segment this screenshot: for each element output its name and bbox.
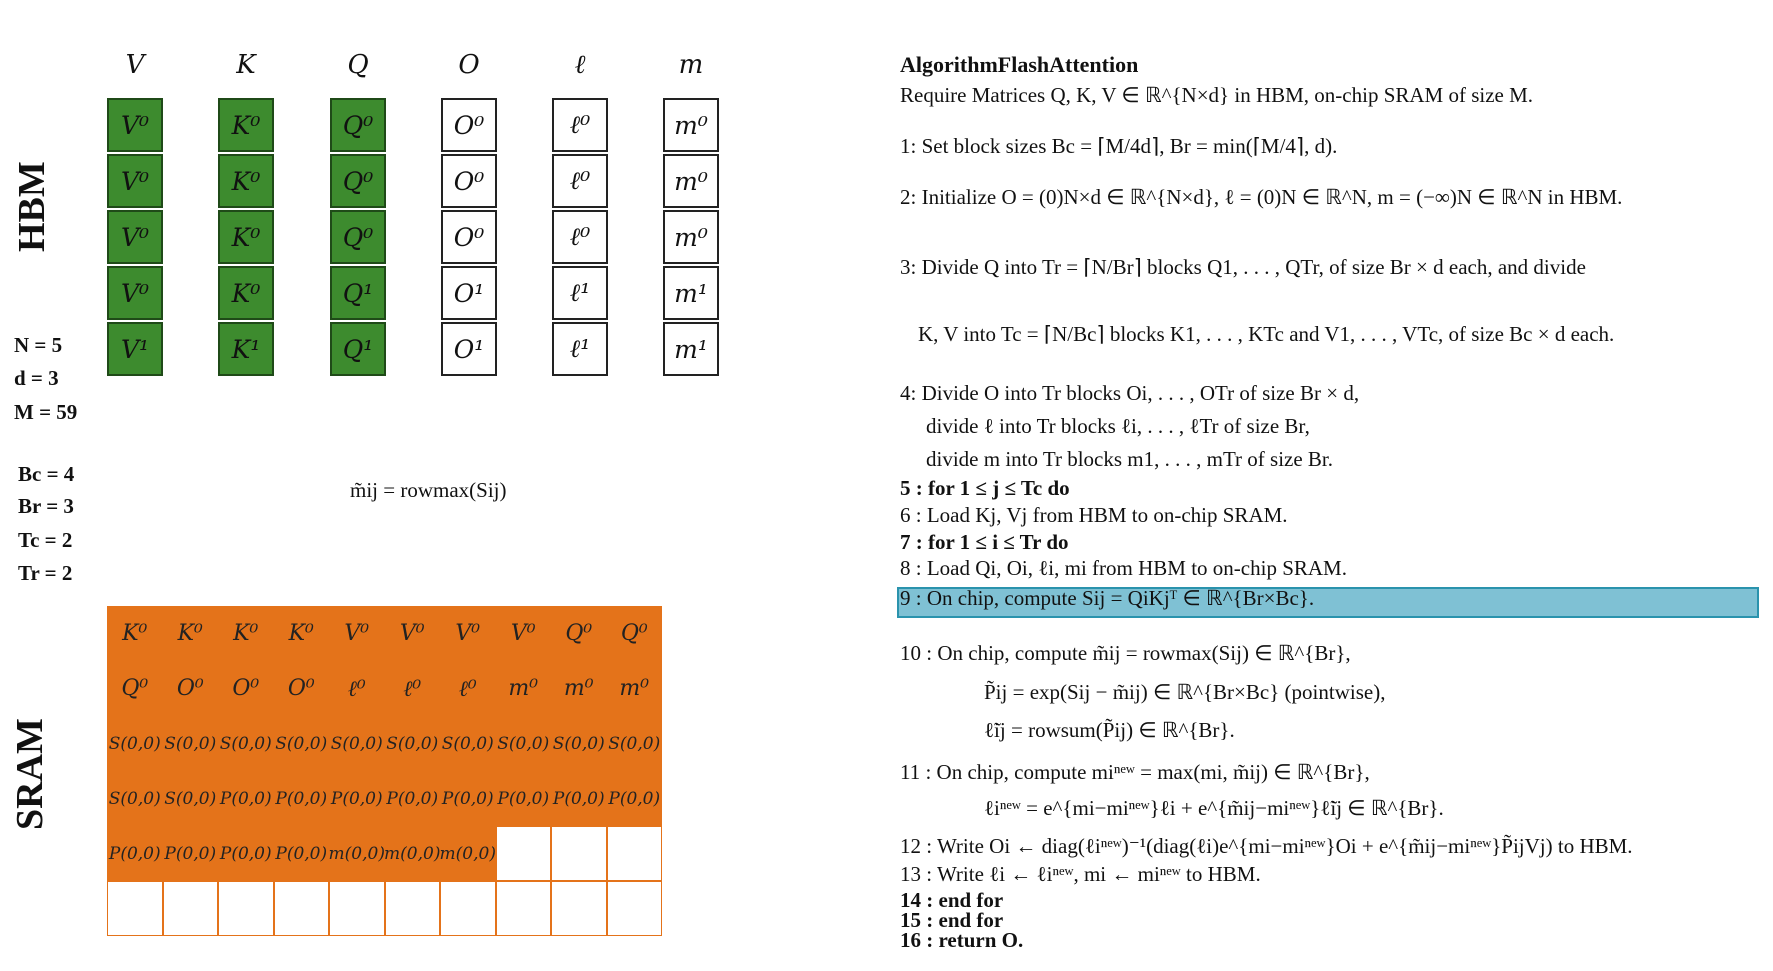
hbm-cell: K⁰: [218, 210, 274, 264]
hbm-cell: O⁰: [441, 98, 497, 152]
sram-empty-cell: [218, 881, 274, 936]
sram-empty-cell: [440, 881, 496, 936]
column-header-3: O: [458, 50, 480, 80]
sram-cell: m⁰: [551, 661, 607, 716]
column-header-4: ℓ: [574, 50, 586, 80]
hbm-cell: Q¹: [330, 322, 386, 376]
hbm-cell: V⁰: [107, 98, 163, 152]
sram-cell: P(0,0): [218, 826, 274, 881]
hbm-column-0: [107, 98, 163, 378]
hbm-column-5: [663, 98, 719, 378]
sram-cell: S(0,0): [607, 716, 663, 771]
sram-cell: P(0,0): [440, 771, 496, 826]
hbm-cell: Q⁰: [330, 98, 386, 152]
sram-cell: S(0,0): [163, 716, 219, 771]
hbm-cell: ℓ¹: [552, 266, 608, 320]
rowmax-annotation: m̃ij = rowmax(Sij): [350, 478, 507, 502]
hbm-label: HBM: [11, 161, 53, 252]
algorithm-line: 10 : On chip, compute m̃ij = rowmax(Sij) ∈ ℝ^{Br},: [900, 641, 1351, 665]
sram-cell: m(0,0): [385, 826, 441, 881]
hbm-cell: ℓ⁰: [552, 154, 608, 208]
sram-cell: K⁰: [163, 606, 219, 661]
sram-cell: m(0,0): [440, 826, 496, 881]
hbm-cell: Q⁰: [330, 210, 386, 264]
sram-cell: V⁰: [385, 606, 441, 661]
algorithm-line: 6 : Load Kj, Vj from HBM to on-chip SRAM.: [900, 503, 1288, 527]
algorithm-line: 5 : for 1 ≤ j ≤ Tc do: [900, 476, 1070, 500]
sram-empty-cell: [607, 826, 663, 881]
algorithm-line: 14 : end for: [900, 888, 1004, 912]
param-n: N = 5: [14, 333, 63, 357]
sram-cell: V⁰: [329, 606, 385, 661]
hbm-cell: ℓ⁰: [552, 210, 608, 264]
column-header-2: Q: [347, 50, 369, 80]
hbm-cell: V¹: [107, 322, 163, 376]
hbm-cell: O⁰: [441, 210, 497, 264]
sram-cell: Q⁰: [607, 606, 663, 661]
algorithm-line: K, V into Tc = ⌈N/Bc⌉ blocks K1, . . . , KTc and V1, . . . , VTc, of size Bc × d each.: [918, 322, 1615, 346]
sram-cell: P(0,0): [163, 826, 219, 881]
sram-cell: S(0,0): [551, 716, 607, 771]
sram-cell: K⁰: [218, 606, 274, 661]
hbm-cell: m¹: [663, 322, 719, 376]
sram-empty-cell: [274, 881, 330, 936]
hbm-column-4: [552, 98, 608, 378]
hbm-cell: O⁰: [441, 154, 497, 208]
algorithm-line: 16 : return O.: [900, 928, 1024, 952]
sram-cell: m⁰: [607, 661, 663, 716]
sram-cell: P(0,0): [496, 771, 552, 826]
hbm-cell: m¹: [663, 266, 719, 320]
sram-cell: P(0,0): [274, 826, 330, 881]
algorithm-line: 15 : end for: [900, 908, 1004, 932]
algorithm-require: Require Matrices Q, K, V ∈ ℝ^{N×d} in HBM, on-chip SRAM of size M.: [900, 83, 1534, 107]
sram-cell: S(0,0): [274, 716, 330, 771]
algorithm-line: P̃ij = exp(Sij − m̃ij) ∈ ℝ^{Br×Bc} (pointwise),: [984, 680, 1386, 704]
sram-cell: O⁰: [163, 661, 219, 716]
sram-cell: Q⁰: [107, 661, 163, 716]
param-br: Br = 3: [18, 494, 74, 518]
hbm-cell: m⁰: [663, 98, 719, 152]
sram-cell: O⁰: [274, 661, 330, 716]
sram-cell: P(0,0): [107, 826, 163, 881]
algorithm-line: 2: Initialize O = (0)N×d ∈ ℝ^{N×d}, ℓ = (0)N ∈ ℝ^N, m = (−∞)N ∈ ℝ^N in HBM.: [900, 185, 1623, 209]
sram-cell: P(0,0): [385, 771, 441, 826]
sram-empty-cell: [496, 881, 552, 936]
param-tc: Tc = 2: [18, 528, 73, 552]
sram-cell: m(0,0): [329, 826, 385, 881]
sram-empty-cell: [107, 881, 163, 936]
sram-cell: K⁰: [107, 606, 163, 661]
sram-label: SRAM: [9, 718, 51, 830]
algorithm-line: 7 : for 1 ≤ i ≤ Tr do: [900, 530, 1069, 554]
sram-cell: P(0,0): [218, 771, 274, 826]
algorithm-title: AlgorithmFlashAttention: [900, 52, 1139, 77]
hbm-cell: V⁰: [107, 210, 163, 264]
sram-cell: S(0,0): [329, 716, 385, 771]
hbm-cell: m⁰: [663, 154, 719, 208]
sram-empty-cell: [329, 881, 385, 936]
sram-cell: S(0,0): [107, 716, 163, 771]
hbm-cell: O¹: [441, 266, 497, 320]
sram-cell: ℓ⁰: [440, 661, 496, 716]
sram-cell: K⁰: [274, 606, 330, 661]
sram-grid: [107, 606, 662, 936]
sram-cell: ℓ⁰: [329, 661, 385, 716]
algorithm-line: ℓiⁿᵉʷ = e^{mi−miⁿᵉʷ}ℓi + e^{m̃ij−miⁿᵉʷ}ℓ̃ij ∈ ℝ^{Br}.: [984, 796, 1444, 820]
param-m: M = 59: [14, 400, 78, 424]
sram-empty-cell: [496, 826, 552, 881]
sram-empty-cell: [551, 881, 607, 936]
algorithm-line: 3: Divide Q into Tr = ⌈N/Br⌉ blocks Q1, . . . , QTr, of size Br × d each, and divide: [900, 255, 1586, 279]
sram-cell: S(0,0): [496, 716, 552, 771]
column-header-5: m: [678, 50, 704, 80]
hbm-cell: K⁰: [218, 266, 274, 320]
hbm-cell: m⁰: [663, 210, 719, 264]
sram-cell: P(0,0): [607, 771, 663, 826]
sram-cell: S(0,0): [107, 771, 163, 826]
algorithm-line: ℓ̃ij = rowsum(P̃ij) ∈ ℝ^{Br}.: [984, 718, 1235, 742]
algorithm-line: 1: Set block sizes Bc = ⌈M/4d⌉, Br = min(⌈M/4⌉, d).: [900, 134, 1338, 158]
algorithm-line: 4: Divide O into Tr blocks Oi, . . . , OTr of size Br × d,: [900, 381, 1360, 405]
hbm-column-3: [441, 98, 497, 378]
algorithm-line: 9 : On chip, compute Sij = QiKjᵀ ∈ ℝ^{Br×Bc}.: [900, 586, 1315, 610]
algorithm-line: divide ℓ into Tr blocks ℓi, . . . , ℓTr of size Br,: [926, 414, 1310, 438]
hbm-cell: ℓ¹: [552, 322, 608, 376]
algorithm-line: 8 : Load Qi, Oi, ℓi, mi from HBM to on-chip SRAM.: [900, 556, 1347, 580]
sram-cell: S(0,0): [385, 716, 441, 771]
column-header-0: V: [125, 50, 145, 80]
algorithm-line: divide m into Tr blocks m1, . . . , mTr of size Br.: [926, 447, 1334, 471]
hbm-cell: O¹: [441, 322, 497, 376]
sram-cell: Q⁰: [551, 606, 607, 661]
sram-cell: P(0,0): [274, 771, 330, 826]
sram-cell: V⁰: [496, 606, 552, 661]
sram-cell: O⁰: [218, 661, 274, 716]
hbm-cell: V⁰: [107, 266, 163, 320]
hbm-cell: K⁰: [218, 98, 274, 152]
hbm-cell: K⁰: [218, 154, 274, 208]
hbm-cell: K¹: [218, 322, 274, 376]
sram-cell: P(0,0): [551, 771, 607, 826]
sram-cell: S(0,0): [218, 716, 274, 771]
hbm-cell: V⁰: [107, 154, 163, 208]
sram-empty-cell: [163, 881, 219, 936]
column-header-1: K: [236, 50, 256, 80]
algorithm-line: 13 : Write ℓi ← ℓiⁿᵉʷ, mi ← miⁿᵉʷ to HBM.: [900, 862, 1261, 886]
sram-empty-cell: [551, 826, 607, 881]
hbm-column-2: [330, 98, 386, 378]
sram-cell: m⁰: [496, 661, 552, 716]
hbm-cell: Q¹: [330, 266, 386, 320]
param-bc: Bc = 4: [18, 462, 75, 486]
param-tr: Tr = 2: [18, 561, 73, 585]
sram-cell: S(0,0): [163, 771, 219, 826]
algorithm-line: 12 : Write Oi ← diag(ℓiⁿᵉʷ)⁻¹(diag(ℓi)e^{mi−miⁿᵉʷ}Oi + e^{m̃ij−miⁿᵉʷ}P̃ijVj) to HBM.: [900, 834, 1633, 858]
hbm-cell: Q⁰: [330, 154, 386, 208]
sram-cell: P(0,0): [329, 771, 385, 826]
param-d: d = 3: [14, 366, 59, 390]
hbm-cell: ℓ⁰: [552, 98, 608, 152]
sram-empty-cell: [385, 881, 441, 936]
sram-cell: V⁰: [440, 606, 496, 661]
sram-cell: ℓ⁰: [385, 661, 441, 716]
algorithm-line: 11 : On chip, compute miⁿᵉʷ = max(mi, m̃ij) ∈ ℝ^{Br},: [900, 760, 1370, 784]
sram-cell: S(0,0): [440, 716, 496, 771]
sram-empty-cell: [607, 881, 663, 936]
hbm-column-1: [218, 98, 274, 378]
